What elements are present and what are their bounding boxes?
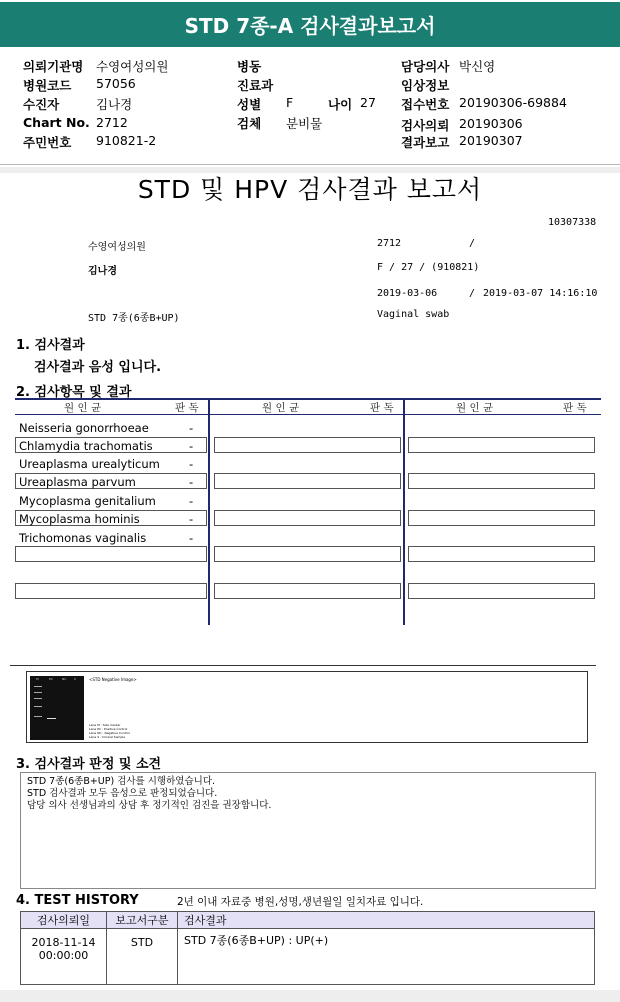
receipt-label: 접수번호: [401, 97, 450, 112]
meta-test-name: STD 7종(6종B+UP): [88, 313, 180, 324]
meta-slash: /: [469, 238, 476, 249]
history-time: 00:00:00: [38, 949, 89, 962]
empty-cell-box: [408, 546, 595, 562]
legend-line: Lane PC : Positive Control: [89, 727, 128, 731]
clinical-label: 임상정보: [401, 78, 450, 93]
meta-sex-age: F / 27 / (910821): [377, 262, 480, 273]
request-value: 20190306: [459, 116, 523, 131]
section1-text: 검사결과 음성 입니다.: [34, 360, 162, 375]
gel-image: [30, 676, 84, 740]
history-date-cell: [21, 929, 107, 985]
gel-band: [34, 706, 42, 707]
doctor-value: 박신영: [459, 59, 496, 74]
gel-band: [34, 698, 42, 699]
code-label: 병원코드: [23, 78, 72, 93]
conclusion-line: STD 7종(6종B+UP) 검사를 시행하였습니다.: [27, 776, 216, 787]
dept-label: 진료과: [237, 78, 274, 93]
lane-label: S: [74, 677, 76, 681]
lane-label: NC: [62, 677, 67, 681]
report-value: 20190307: [459, 133, 523, 148]
sex-value: F: [286, 95, 294, 110]
gel-band: [34, 692, 42, 693]
organism-result: -: [189, 531, 194, 545]
sub-report-title: STD 및 HPV 검사결과 보고서: [137, 175, 483, 204]
lane-label: M: [36, 677, 39, 681]
sex-label: 성별: [237, 97, 262, 112]
history-note: 2년 이내 자료중 병원,성명,생년월일 일치자료 입니다.: [177, 896, 424, 908]
gel-band: [47, 718, 56, 719]
legend-line: Lane NC : Negative Control: [89, 731, 130, 735]
conclusion-line: STD 검사결과 모두 음성으로 판정되었습니다.: [27, 788, 218, 799]
organism-name: Mycoplasma hominis: [19, 512, 140, 526]
code-value: 57056: [96, 76, 136, 91]
organism-name: Ureaplasma parvum: [19, 475, 136, 489]
col-header-org-2: 원 인 균: [262, 402, 300, 414]
section3-title: 3. 검사결과 판정 및 소견: [16, 757, 162, 772]
receipt-value: 20190306-69884: [459, 95, 567, 110]
history-result: STD 7종(6종B+UP) : UP(+): [178, 929, 595, 985]
empty-cell-box: [214, 583, 401, 599]
empty-cell-box: [214, 437, 401, 453]
organism-result: -: [189, 475, 194, 489]
image-section-divider: [10, 665, 596, 666]
section4-title: 4. TEST HISTORY: [16, 893, 139, 908]
report-label: 결과보고: [401, 135, 450, 150]
history-header-result: 검사결과: [178, 912, 595, 929]
col-header-org-1: 원 인 균: [64, 402, 102, 414]
history-header-date: 검사의뢰일: [21, 912, 107, 929]
image-legend: [89, 723, 130, 739]
column-divider-1: [208, 399, 210, 625]
lane-label: PC: [49, 677, 53, 681]
age-label: 나이: [328, 97, 353, 112]
report-number: 10307338: [548, 217, 597, 228]
history-table: [20, 911, 595, 985]
history-date: 2018-11-14: [31, 936, 96, 949]
table-header-line: [15, 414, 601, 415]
specimen-value: 분비물: [286, 116, 323, 131]
hospital-value: 수영여성의원: [96, 59, 169, 74]
org-cell-box: [15, 583, 207, 599]
col-header-judge-2: 판 독: [370, 402, 394, 414]
history-header-type: 보고서구분: [107, 912, 178, 929]
meta-chart: 2712: [377, 238, 402, 249]
empty-cell-box: [408, 510, 595, 526]
doctor-label: 담당의사: [401, 59, 450, 74]
organism-name: Trichomonas vaginalis: [19, 531, 147, 545]
organism-result: -: [189, 494, 194, 508]
patient-label: 수진자: [23, 97, 60, 112]
hospital-label: 의뢰기관명: [23, 59, 84, 74]
organism-result: -: [189, 457, 194, 471]
empty-cell-box: [214, 473, 401, 489]
legend-line: Lane S : Clinical Sample: [89, 735, 126, 739]
organism-name: Mycoplasma genitalium: [19, 494, 156, 508]
history-type: STD: [107, 929, 178, 985]
gel-image-frame: [26, 671, 588, 743]
empty-cell-box: [214, 546, 401, 562]
specimen-label: 검체: [237, 116, 262, 131]
history-row: [21, 929, 595, 985]
column-divider-2: [403, 399, 405, 625]
meta-slash-2: /: [469, 288, 476, 299]
footer-band: [0, 990, 620, 1002]
history-header-row: [21, 912, 595, 929]
col-header-judge-3: 판 독: [563, 402, 587, 414]
request-label: 검사의뢰: [401, 118, 450, 133]
ward-label: 병동: [237, 59, 262, 74]
empty-cell-box: [408, 473, 595, 489]
organism-result: -: [189, 439, 194, 453]
gel-band: [34, 686, 42, 687]
age-value: 27: [360, 95, 376, 110]
empty-cell-box: [408, 583, 595, 599]
empty-cell-box: [408, 437, 595, 453]
resident-label: 주민번호: [23, 135, 72, 150]
empty-cell-box: [214, 510, 401, 526]
chart-label: Chart No.: [23, 115, 90, 130]
gel-band: [34, 716, 42, 717]
report-title: STD 7종-A 검사결과보고서: [184, 14, 436, 38]
image-caption: <STD Negative Image>: [89, 677, 137, 682]
header-divider: [0, 164, 620, 165]
section2-title: 2. 검사항목 및 결과: [16, 385, 132, 400]
organism-name: Neisseria gonorrhoeae: [19, 421, 149, 435]
conclusion-box: [20, 772, 596, 889]
conclusion-line: 담당 의사 선생님과의 상담 후 정기적인 검진을 권장합니다.: [27, 800, 272, 811]
legend-line: Lane M : Size marker: [89, 723, 121, 727]
meta-specimen: Vaginal swab: [377, 309, 450, 320]
organism-name: Chlamydia trachomatis: [19, 439, 153, 453]
organism-name: Ureaplasma urealyticum: [19, 457, 160, 471]
col-header-org-3: 원 인 균: [456, 402, 494, 414]
organism-result: -: [189, 421, 194, 435]
col-header-judge-1: 판 독: [175, 402, 199, 414]
chart-value: 2712: [96, 115, 128, 130]
meta-patient: 김나경: [88, 266, 117, 277]
resident-value: 910821-2: [96, 133, 157, 148]
org-cell-box: [15, 546, 207, 562]
patient-value: 김나경: [96, 97, 133, 112]
meta-hospital: 수영여성의원: [88, 242, 146, 253]
table-top-line: [15, 398, 601, 400]
meta-date-reported: 2019-03-07 14:16:10: [483, 288, 598, 299]
report-title-bar: [0, 2, 620, 47]
section1-title: 1. 검사결과: [16, 338, 85, 353]
meta-date-received: 2019-03-06: [377, 288, 438, 299]
organism-result: -: [189, 512, 194, 526]
